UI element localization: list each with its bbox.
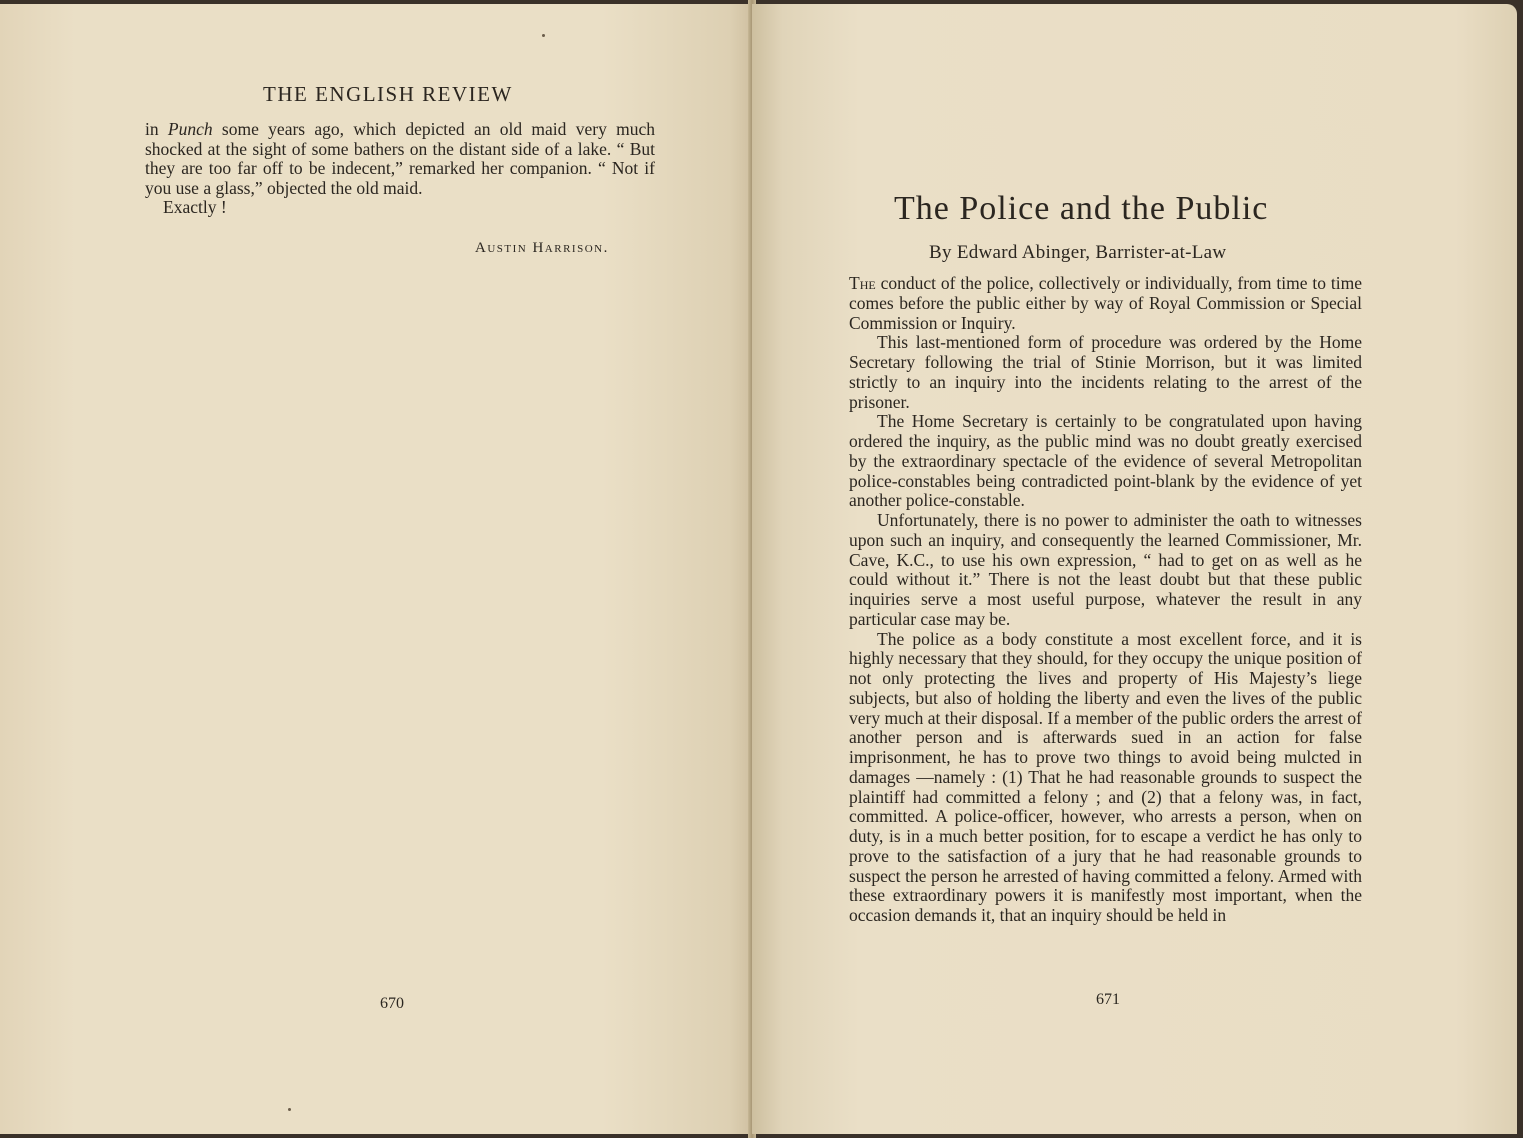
punch-title: Punch: [167, 119, 213, 139]
article-paragraph: This last-mentioned form of procedure was ordered by the Home Secretary following the trial of Stinie Morrison, but it was limited strictly to an inquiry into the incidents relating to the arrest of the prisoner.: [849, 332, 1362, 412]
author-signature: Austin Harrison.: [475, 240, 609, 256]
article-body: [849, 274, 1362, 926]
article-byline: By Edward Abinger, Barrister-at-Law: [929, 242, 1227, 263]
article-paragraph: The Home Secretary is certainly to be congratulated upon having ordered the inquiry, as the public mind was no doubt greatly exercised by the extraordinary spectacle of the evidence of several Metropolitan police-constables being contradicted point-blank by the evidence of yet another police-constable.: [849, 411, 1362, 511]
paper-speck: [288, 1108, 291, 1111]
article-paragraph: The conduct of the police, collectively or individually, from time to time comes before the public either by way of Royal Commission or Special Commission or Inquiry.: [849, 273, 1362, 333]
article-paragraph: The police as a body constitute a most excellent force, and it is highly necessary that they should, for they occupy the unique position of not only protecting the lives and property of His Majesty’s liege subjects, but also of holding the liberty and even the lives of the public very much at their disposal. If a member of the public orders the arrest of another person and is afterwards sued in an action for false imprisonment, he has to prove two things to avoid being mulcted in damages —namely : (1) That he had reasonable grounds to suspect the plaintiff had committed a felony ; and (2) that a felony was, in fact, committed. A police-officer, however, who arrests a person, when on duty, is in a much better position, for to escape a verdict he has only to prove to the satisfaction of a jury that he had reasonable grounds to suspect the person he arrested of having committed a felony. Armed with these extraordinary powers it is manifestly most important, when the occasion demands it, that an inquiry should be held in: [849, 628, 1362, 925]
article-title: The Police and the Public: [894, 190, 1269, 227]
left-page-text: [145, 120, 655, 218]
article-paragraph: Unfortunately, there is no power to administer the oath to witnesses upon such an inquiry, and consequently the learned Commissioner, Mr. Cave, K.C., to use his own expression, “ had to get on as well as he could without it.” There is not the least doubt but that these public inquiries serve a most useful purpose, whatever the result in any particular case may be.: [849, 510, 1362, 629]
page-number-left: 670: [380, 995, 404, 1012]
lead-word: The: [849, 273, 876, 293]
left-page: [0, 4, 752, 1134]
left-paragraph: in Punch some years ago, which depicted an old maid very much shocked at the sight of some bathers on the distant side of a lake. “ But they are too far off to be indecent,” remarked her companion. “ Not if you use a glass,” objected the old maid.: [145, 119, 655, 198]
running-head: THE ENGLISH REVIEW: [263, 82, 513, 106]
paper-speck: [542, 34, 545, 37]
page-number-right: 671: [1096, 991, 1120, 1008]
left-paragraph: Exactly !: [163, 197, 227, 218]
